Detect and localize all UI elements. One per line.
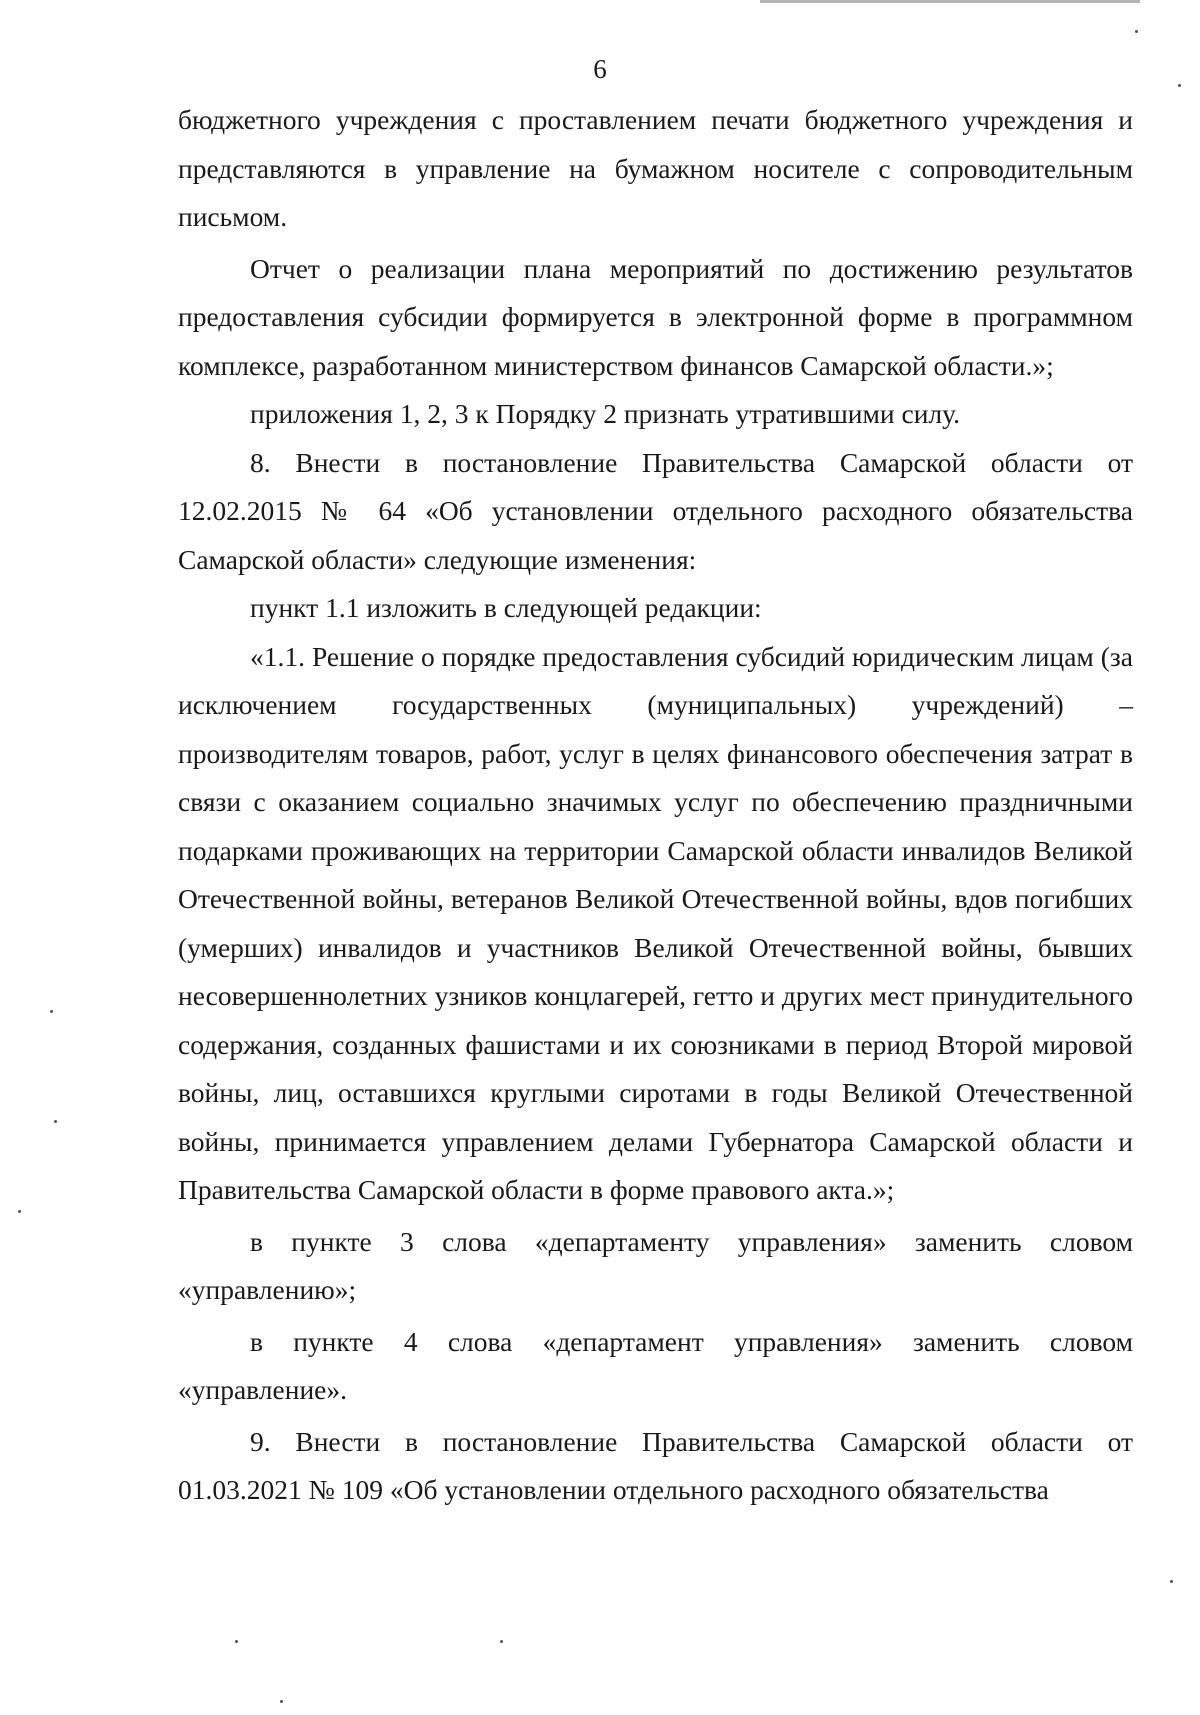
paragraph-clause-1-1-intro: пункт 1.1 изложить в следующей редакции: <box>250 592 762 623</box>
scan-speck <box>50 1010 53 1013</box>
scan-speck <box>1135 30 1138 33</box>
scan-speck <box>1170 1580 1173 1583</box>
paragraph-report-form: Отчет о реализации плана мероприятий по достижению результатов предоставления субсидии формируется в электронной форме в программном комплексе, разработанном министерством финансов Самарской области.»; <box>178 252 1133 381</box>
paragraph-clause-3-change: в пункте 3 слова «департаменту управления» заменить словом «управлению»; <box>178 1225 1133 1305</box>
scan-speck <box>280 1700 283 1703</box>
paragraph-clause-1-1: «1.1. Решение о порядке предоставления субсидий юридическим лицам (за исключением государственных (муниципальных) учреждений) – производителям товаров, работ, услуг в целях финансового обеспечения затрат в связи с оказанием социально значимых услуг по обеспечению праздничными подарками проживающих на территории Самарской области инвалидов Великой Отечественной войны, ветеранов Великой Отечественной войны, вдов погибших (умерших) инвалидов и участников Великой Отечественной войны, бывших несовершеннолетних узников концлагерей, гетто и других мест принудительного содержания, созданных фашистами и их союзниками в период Второй мировой войны, лиц, оставшихся круглыми сиротами в годы Великой Отечественной войны, принимается управлением делами Губернатора Самарской области и Правительства Самарской области в форме правового акта.»; <box>178 640 1133 1205</box>
paragraph-item-8: 8. Внести в постановление Правительства Самарской области от 12.02.2015 № 64 «Об установлении отдельного расходного обязательства Самарской области» следующие изменения: <box>178 446 1133 575</box>
scan-speck <box>54 1120 57 1123</box>
scan-speck <box>18 1210 21 1213</box>
document-body <box>178 96 1133 1515</box>
paragraph-appendices-void: приложения 1, 2, 3 к Порядку 2 признать утратившими силу. <box>250 398 961 429</box>
page-number: 6 <box>593 54 607 84</box>
scan-speck <box>500 1640 503 1643</box>
scan-edge-line <box>760 0 1140 3</box>
scan-speck <box>235 1640 238 1643</box>
scan-speck <box>1178 84 1181 87</box>
paragraph-continuation: бюджетного учреждения с проставлением печати бюджетного учреждения и представляются в управление на бумажном носителе с сопроводительным письмом. <box>178 104 1133 232</box>
paragraph-item-9: 9. Внести в постановление Правительства Самарской области от 01.03.2021 № 109 «Об установлении отдельного расходного обязательства <box>178 1425 1133 1505</box>
paragraph-clause-4-change: в пункте 4 слова «департамент управления» заменить словом «управление». <box>178 1325 1133 1405</box>
